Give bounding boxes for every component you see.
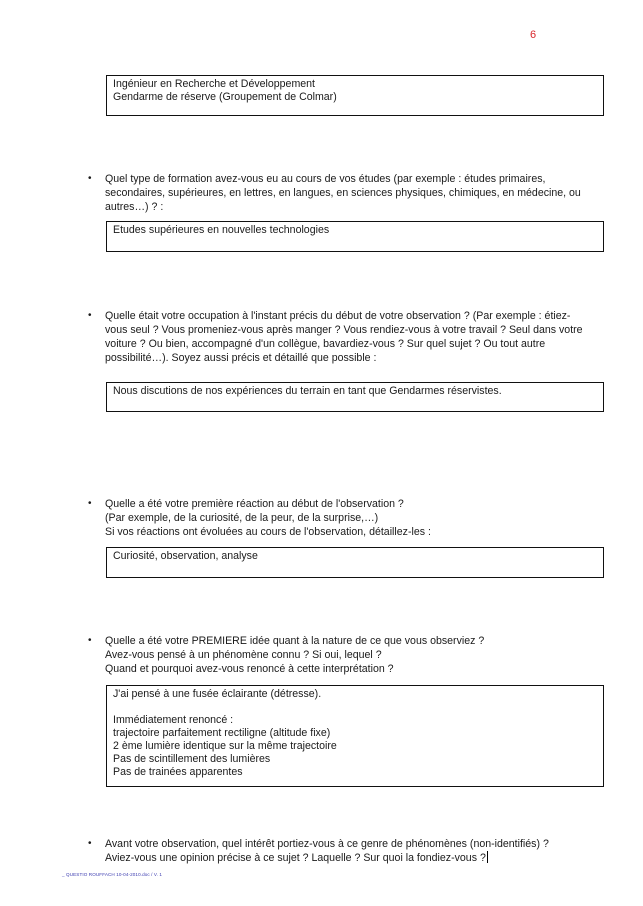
answer-line [113,701,603,714]
question-line: (Par exemple, de la curiosité, de la peur, de la surprise,…) [105,512,379,524]
answer-line: Pas de trainées apparentes [113,766,243,778]
answer-box-profession[interactable] [106,75,604,116]
answer-line: Gendarme de réserve (Groupement de Colmar) [113,91,337,103]
question-interet [88,837,608,865]
answer-line: Nous discutions de nos expériences du terrain en tant que Gendarmes réservistes. [113,385,502,397]
answer-line: Ingénieur en Recherche et Développement [113,78,316,90]
question-line: Avant votre observation, quel intérêt portiez-vous à ce genre de phénomènes (non-identifiés) ? [105,838,549,850]
question-line-with-cursor[interactable] [105,851,608,865]
answer-line: 2 ème lumière identique sur la même trajectoire [113,740,337,752]
answer-box-reaction[interactable] [106,547,604,578]
question-line: secondaires, supérieures, en lettres, en langues, en sciences physiques, chimiques, en médecine, ou [105,187,581,199]
bullet-icon: • [88,310,92,321]
question-occupation [88,309,608,365]
question-line: Si vos réactions ont évoluées au cours de l'observation, détaillez-les : [105,526,431,538]
document-footer: _ QUESTIO ROUFFACH 10-04-2010.doc / V. 1 [62,872,163,877]
question-premiere-idee [88,634,608,676]
question-reaction [88,497,608,539]
answer-line: Curiosité, observation, analyse [113,550,258,562]
question-line: possibilité…). Soyez aussi précis et détaillé que possible : [105,352,377,364]
question-line: Quel type de formation avez-vous eu au cours de vos études (par exemple : études primaires, [105,173,546,185]
text-cursor [487,851,488,863]
bullet-icon: • [88,498,92,509]
answer-box-occupation[interactable] [106,382,604,412]
answer-box-formation[interactable] [106,221,604,252]
question-line: Quelle était votre occupation à l'instant précis du début de votre observation ? (Par exemple : étiez- [105,310,571,322]
answer-line: trajectoire parfaitement rectiligne (altitude fixe) [113,727,331,739]
question-line: Aviez-vous une opinion précise à ce sujet ? Laquelle ? Sur quoi la fondiez-vous ? [105,852,486,864]
page-number: 6 [530,29,537,41]
question-line: Quand et pourquoi avez-vous renoncé à cette interprétation ? [105,663,394,675]
bullet-icon: • [88,635,92,646]
question-line: voiture ? Ou bien, accompagné d'un collègue, bavardiez-vous ? Sur quel sujet ? Ou tout autre [105,338,546,350]
question-formation [88,172,608,214]
answer-line: J'ai pensé à une fusée éclairante (détresse). [113,688,322,700]
bullet-icon: • [88,838,92,849]
question-line: vous seul ? Vous promeniez-vous après manger ? Vous rendiez-vous à votre travail ? Seul dans votre [105,324,583,336]
answer-line: Pas de scintillement des lumières [113,753,271,765]
question-line: Avez-vous pensé à un phénomène connu ? Si oui, lequel ? [105,649,382,661]
question-line: Quelle a été votre PREMIERE idée quant à la nature de ce que vous observiez ? [105,635,485,647]
bullet-icon: • [88,173,92,184]
question-line: Quelle a été votre première réaction au début de l'observation ? [105,498,404,510]
answer-box-premiere-idee[interactable] [106,685,604,787]
answer-line: Immédiatement renoncé : [113,714,234,726]
question-line: autres…) ? : [105,201,164,213]
answer-line: Etudes supérieures en nouvelles technologies [113,224,330,236]
